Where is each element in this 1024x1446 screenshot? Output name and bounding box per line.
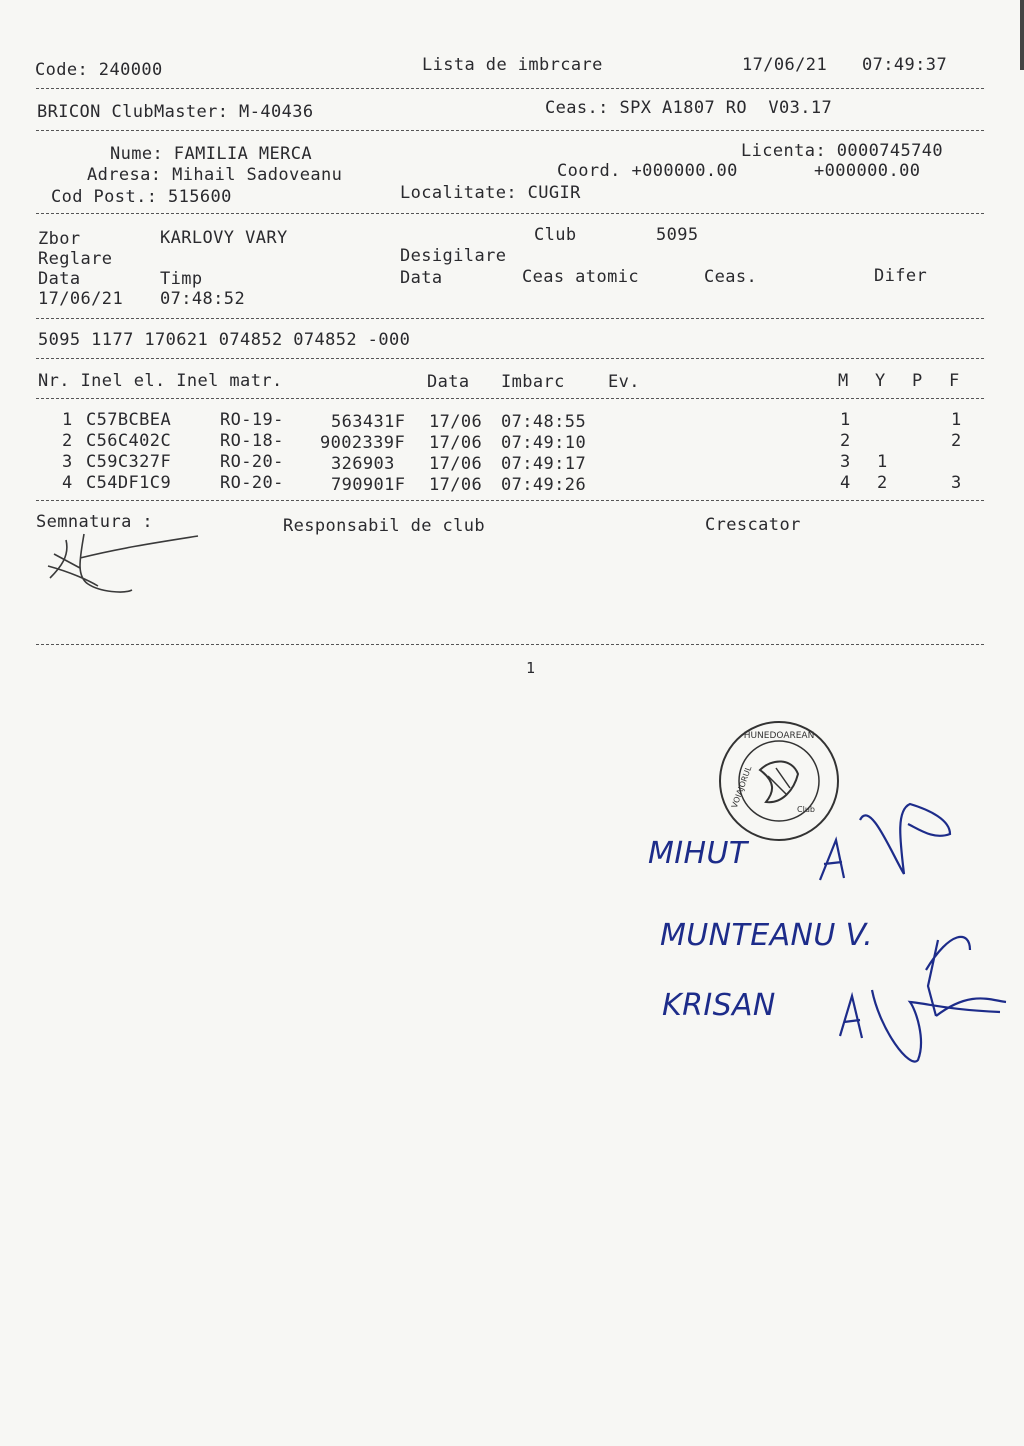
row-f: 2 — [951, 431, 962, 451]
row-time: 07:49:26 — [501, 475, 587, 495]
owner-coord: Coord. +000000.00 — [557, 161, 738, 181]
table-header-f: F — [949, 371, 960, 391]
owner-address: Adresa: Mihail Sadoveanu — [87, 165, 343, 185]
row-ring-number: 790901F — [331, 475, 406, 495]
row-ring-prefix: RO-20- — [220, 452, 284, 472]
row-nr: 4 — [62, 473, 73, 493]
row-f: 3 — [951, 473, 962, 493]
club-responsible-label: Responsabil de club — [283, 516, 486, 536]
divider — [36, 644, 984, 645]
row-time: 07:48:55 — [501, 412, 587, 432]
difer-label: Difer — [874, 266, 928, 286]
stamp-ring-text: HUNEDOAREAN — [743, 731, 815, 741]
scan-edge-mark — [1020, 0, 1024, 70]
club-number: 5095 — [656, 225, 699, 245]
owner-locality: Localitate: CUGIR — [400, 183, 581, 203]
table-header-imbarc: Imbarc — [501, 372, 565, 392]
handwritten-name-2: MUNTEANU V. — [660, 918, 874, 953]
handwritten-name-1: MIHUT — [648, 836, 748, 871]
table-header-data: Data — [427, 372, 470, 392]
header-date: 17/06/21 — [742, 55, 828, 75]
divider — [36, 500, 984, 501]
ceas-label: Ceas. — [704, 267, 758, 287]
row-nr: 2 — [62, 431, 73, 451]
table-header-rings: Nr. Inel el. Inel matr. — [38, 371, 283, 391]
row-date: 17/06 — [429, 454, 483, 474]
handwritten-signatures — [800, 790, 1010, 1080]
row-ring-number: 563431F — [331, 412, 406, 432]
row-m: 1 — [840, 410, 851, 430]
row-f: 1 — [951, 410, 962, 430]
row-time: 07:49:10 — [501, 433, 587, 453]
divider — [36, 88, 984, 89]
row-ring-number: 9002339F — [320, 433, 406, 453]
row-ring-number: 326903 — [331, 454, 395, 474]
row-y: 1 — [877, 452, 888, 472]
signature-label: Semnatura : — [36, 512, 153, 532]
divider — [36, 213, 984, 214]
row-y: 2 — [877, 473, 888, 493]
header-time: 07:49:37 — [862, 55, 948, 75]
row-date: 17/06 — [429, 475, 483, 495]
row-m: 3 — [840, 452, 851, 472]
divider — [36, 358, 984, 359]
row-electronic-ring: C54DF1C9 — [86, 473, 172, 493]
table-header-ev: Ev. — [608, 372, 640, 392]
row-ring-prefix: RO-19- — [220, 410, 284, 430]
reglare-date: 17/06/21 — [38, 289, 124, 309]
clubmaster-id: BRICON ClubMaster: M-40436 — [37, 102, 314, 122]
reglare-timp-label: Timp — [160, 269, 203, 289]
desigilare-label: Desigilare — [400, 246, 507, 266]
reglare-data-label: Data — [38, 269, 81, 289]
row-nr: 1 — [62, 410, 73, 430]
stamp-center-text: Club — [797, 805, 815, 814]
handwritten-name-3: KRISAN — [662, 988, 776, 1023]
divider — [36, 318, 984, 319]
table-header-m: M — [838, 371, 849, 391]
clock-id: Ceas.: SPX A1807 RO V03.17 — [545, 98, 833, 118]
owner-coord-2: +000000.00 — [814, 161, 921, 181]
flight-name: KARLOVY VARY — [160, 228, 288, 248]
table-header-p: P — [912, 371, 923, 391]
reglare-label: Reglare — [38, 249, 113, 269]
stamp-ring-text-2: VOIAJORUL — [729, 764, 754, 810]
code-label: Code: 240000 — [35, 60, 163, 80]
ceas-atomic-label: Ceas atomic — [522, 267, 639, 287]
row-electronic-ring: C57BCBEA — [86, 410, 172, 430]
row-m: 2 — [840, 431, 851, 451]
row-electronic-ring: C56C402C — [86, 431, 172, 451]
club-label: Club — [534, 225, 577, 245]
signature-scribble — [40, 528, 210, 600]
owner-postal-code: Cod Post.: 515600 — [51, 187, 232, 207]
desigilare-data-label: Data — [400, 268, 443, 288]
flight-label: Zbor — [38, 229, 81, 249]
row-date: 17/06 — [429, 412, 483, 432]
row-electronic-ring: C59C327F — [86, 452, 172, 472]
row-time: 07:49:17 — [501, 454, 587, 474]
row-nr: 3 — [62, 452, 73, 472]
reglare-time: 07:48:52 — [160, 289, 246, 309]
divider — [36, 130, 984, 131]
breeder-label: Crescator — [705, 515, 801, 535]
page-number: 1 — [526, 659, 536, 677]
table-header-y: Y — [875, 371, 886, 391]
clock-code-line: 5095 1177 170621 074852 074852 -000 — [38, 330, 411, 350]
row-date: 17/06 — [429, 433, 483, 453]
row-ring-prefix: RO-18- — [220, 431, 284, 451]
row-ring-prefix: RO-20- — [220, 473, 284, 493]
divider — [36, 398, 984, 399]
owner-name: Nume: FAMILIA MERCA — [110, 144, 313, 164]
document-title: Lista de imbrcare — [422, 55, 603, 75]
row-m: 4 — [840, 473, 851, 493]
owner-license: Licenta: 0000745740 — [741, 141, 944, 161]
